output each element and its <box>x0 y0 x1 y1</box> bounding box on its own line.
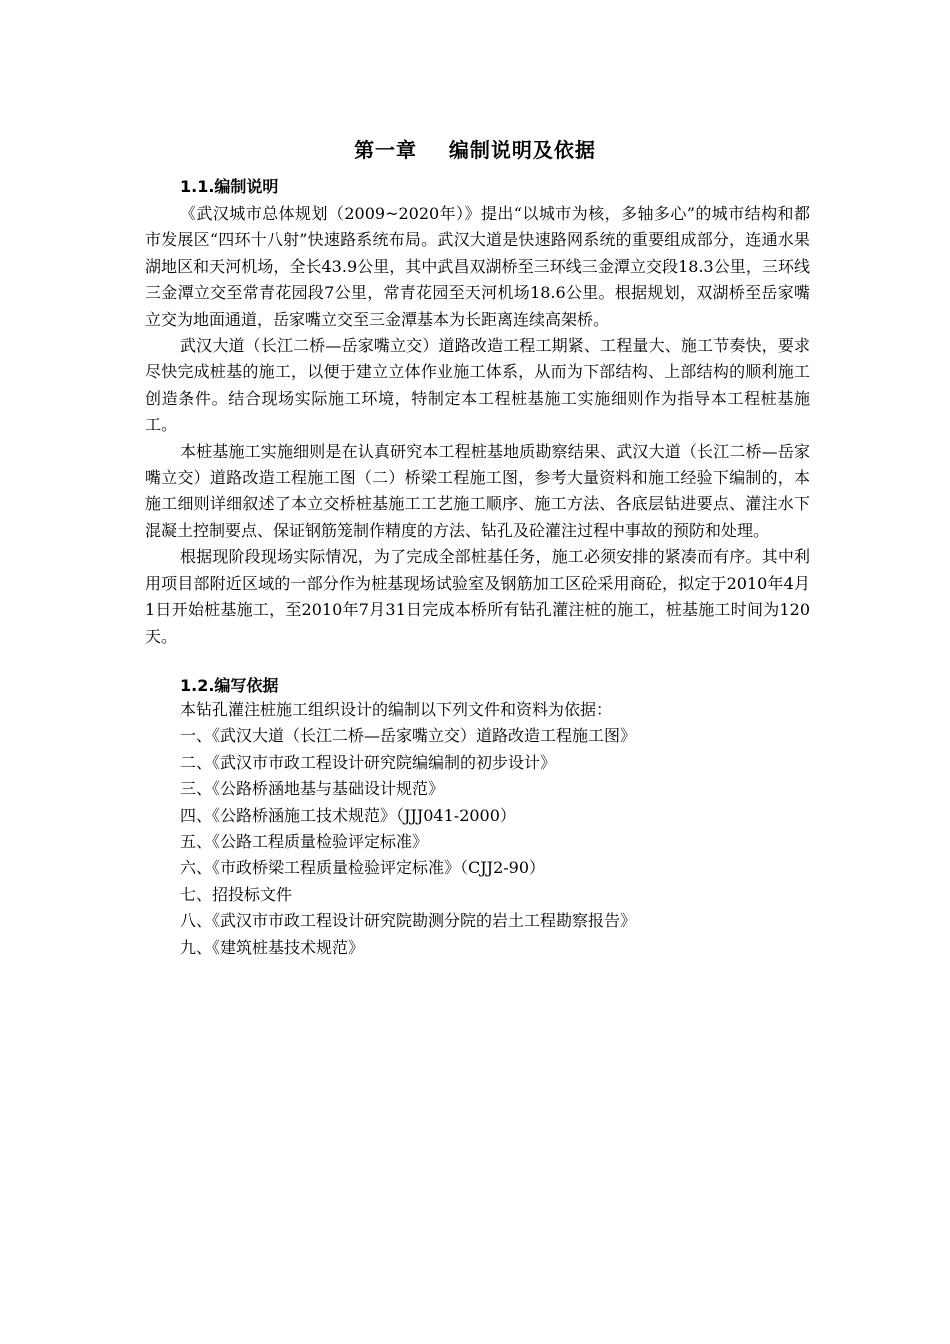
reference-list <box>180 697 810 961</box>
list-item: 二、《武汉市市政工程设计研究院编编制的初步设计》 <box>180 752 557 772</box>
section-heading-1-1: 1.1.编制说明 <box>180 177 279 196</box>
paragraph: 《武汉城市总体规划（2009~2020年）》提出“以城市为核，多轴多心”的城市结构和都市发展区“四环十八射”快速路系统布局。武汉大道是快速路网系统的重要组成部分，连通水果湖地区和天河机场，全长43.9公里，其中武昌双湖桥至三环线三金潭立交段18.3公里，三环线三金潭立交至常青花园段7公里，常青花园至天河机场18.6公里。根据规划，双湖桥至岳家嘴立交为地面通道，岳家嘴立交至三金潭基本为长距离连续高架桥。 <box>145 204 810 329</box>
section-heading-1-2: 1.2.编写依据 <box>180 676 279 695</box>
list-item: 四、《公路桥涵施工技术规范》（JJJ041-2000） <box>180 805 516 825</box>
list-item: 九、《建筑桩基技术规范》 <box>180 937 365 957</box>
paragraph: 武汉大道（长江二桥—岳家嘴立交）道路改造工程工期紧、工程量大、施工节奏快，要求尽快完成桩基的施工，以便于建立立体作业施工体系，从而为下部结构、上部结构的顺利施工创造条件。结合现场实际施工环境，特制定本工程桩基施工实施细则作为指导本工程桩基施工。 <box>145 336 810 435</box>
chapter-title: 第一章 编制说明及依据 <box>354 138 596 162</box>
list-item: 一、《武汉大道（长江二桥—岳家嘴立交）道路改造工程施工图》 <box>180 726 637 746</box>
list-item: 七、招投标文件 <box>180 884 293 904</box>
paragraph: 根据现阶段现场实际情况，为了完成全部桩基任务，施工必须安排的紧凑而有序。其中利用项目部附近区域的一部分作为桩基现场试验室及钢筋加工区砼采用商砼，拟定于2010年4月1日开始桩基施工，至2010年7月31日完成本桥所有钻孔灌注桩的施工，桩基施工时间为120天。 <box>145 547 810 646</box>
reference-intro: 本钻孔灌注桩施工组织设计的编制以下列文件和资料为依据： <box>180 700 613 719</box>
paragraph: 本桩基施工实施细则是在认真研究本工程桩基地质勘察结果、武汉大道（长江二桥—岳家嘴立交）道路改造工程施工图（二）桥梁工程施工图，参考大量资料和施工经验下编制的，本施工细则详细叙述了本立交桥桩基施工工艺施工顺序、施工方法、各底层钻进要点、灌注水下混凝土控制要点、保证钢筋笼制作精度的方法、钻孔及砼灌注过程中事故的预防和处理。 <box>145 441 810 540</box>
list-item: 三、《公路桥涵地基与基础设计规范》 <box>180 779 445 799</box>
list-item: 五、《公路工程质量检验评定标准》 <box>180 832 429 852</box>
section-1-1-body <box>145 201 810 650</box>
list-item: 六、《市政桥梁工程质量检验评定标准》（CJJ2-90） <box>180 858 546 878</box>
list-item: 八、《武汉市市政工程设计研究院勘测分院的岩土工程勘察报告》 <box>180 911 637 931</box>
